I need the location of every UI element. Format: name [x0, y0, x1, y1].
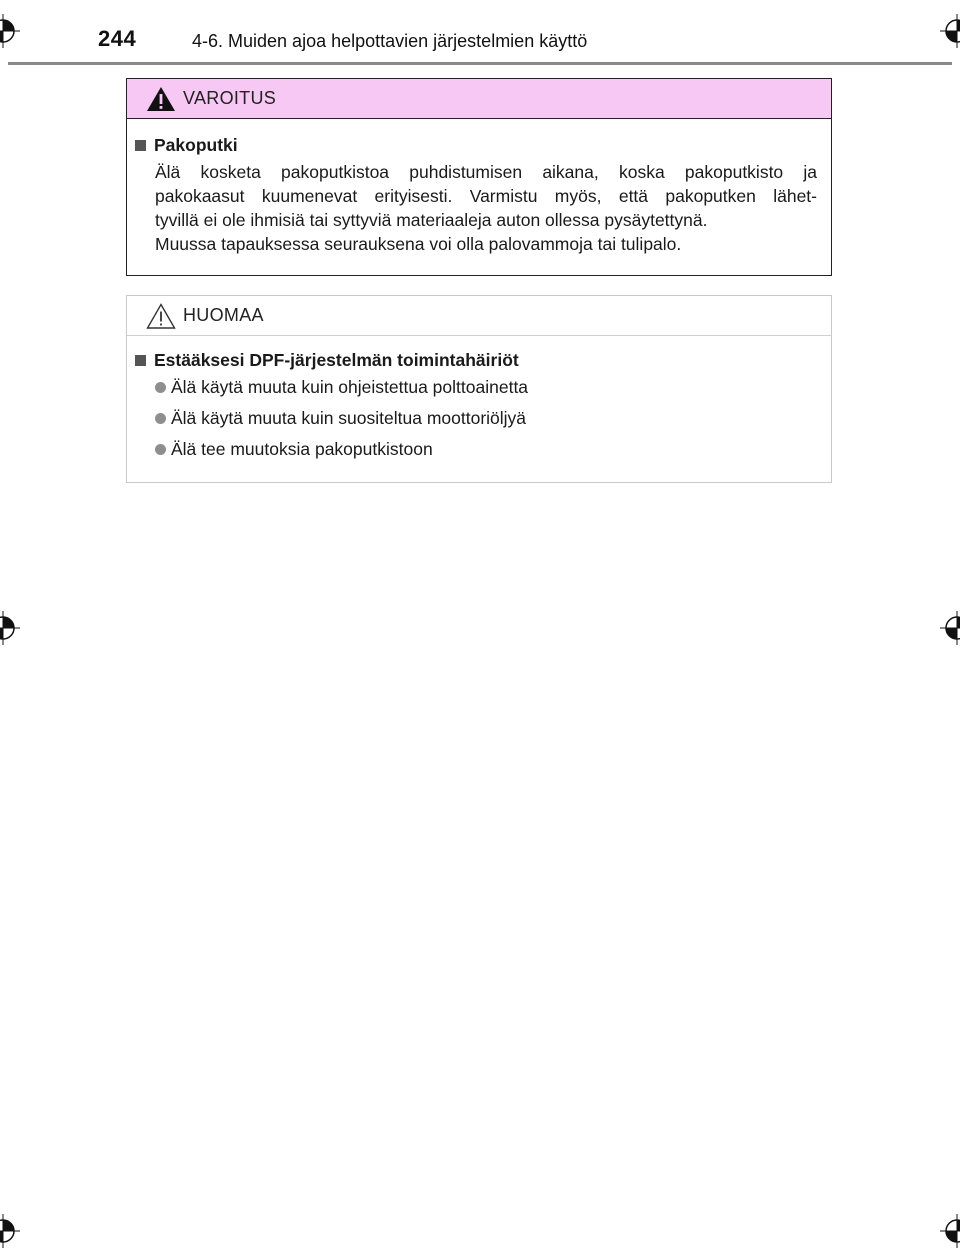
- registration-mark-icon: [940, 611, 960, 645]
- caution-triangle-outline-icon: [145, 302, 177, 330]
- registration-mark-icon: [0, 14, 20, 48]
- warning-item-title-text: Pakoputki: [154, 135, 238, 155]
- section-title: 4-6. Muiden ajoa helpottavien järjestelmien käyttö: [192, 31, 588, 51]
- notice-item-title-text: Estääksesi DPF-järjestelmän toimintahäiriöt: [154, 350, 519, 370]
- registration-mark-icon: [940, 1214, 960, 1248]
- registration-mark-icon: [0, 611, 20, 645]
- notice-box: [126, 295, 832, 483]
- round-bullet-icon: [155, 382, 166, 393]
- notice-label: HUOMAA: [183, 305, 264, 325]
- warning-line: Älä kosketa pakoputkistoa puhdistumisen aikana, koska pakoputkisto ja: [155, 162, 817, 182]
- header-divider: [8, 62, 952, 65]
- list-item: [155, 408, 817, 429]
- round-bullet-icon: [155, 444, 166, 455]
- round-bullet-icon: [155, 413, 166, 424]
- notice-header: [127, 296, 831, 336]
- list-item: [155, 377, 817, 398]
- notice-item-title: [133, 350, 817, 371]
- warning-header: [127, 79, 831, 119]
- notice-body: [127, 336, 831, 460]
- warning-label: VAROITUS: [183, 88, 277, 108]
- registration-mark-icon: [0, 1214, 20, 1248]
- warning-paragraph: [155, 160, 817, 256]
- list-item: [155, 439, 817, 460]
- warning-line: pakokaasut kuumenevat erityisesti. Varmistu myös, että pakoputken lähet-: [155, 186, 817, 206]
- registration-mark-icon: [940, 14, 960, 48]
- warning-item-title: [133, 135, 817, 156]
- list-item-text: Älä käytä muuta kuin suositeltua moottoriöljyä: [171, 408, 527, 428]
- square-bullet-icon: [135, 355, 146, 366]
- warning-line: tyvillä ei ole ihmisiä tai syttyviä materiaaleja auton ollessa pysäytettynä.: [155, 210, 708, 230]
- list-item-text: Älä käytä muuta kuin ohjeistettua polttoainetta: [171, 377, 529, 397]
- warning-triangle-icon: [145, 85, 177, 113]
- page-number: 244: [98, 26, 137, 51]
- square-bullet-icon: [135, 140, 146, 151]
- warning-line: Muussa tapauksessa seurauksena voi olla palovammoja tai tulipalo.: [155, 234, 682, 254]
- list-item-text: Älä tee muutoksia pakoputkistoon: [171, 439, 433, 459]
- warning-box: [126, 78, 832, 276]
- warning-body: [127, 119, 831, 256]
